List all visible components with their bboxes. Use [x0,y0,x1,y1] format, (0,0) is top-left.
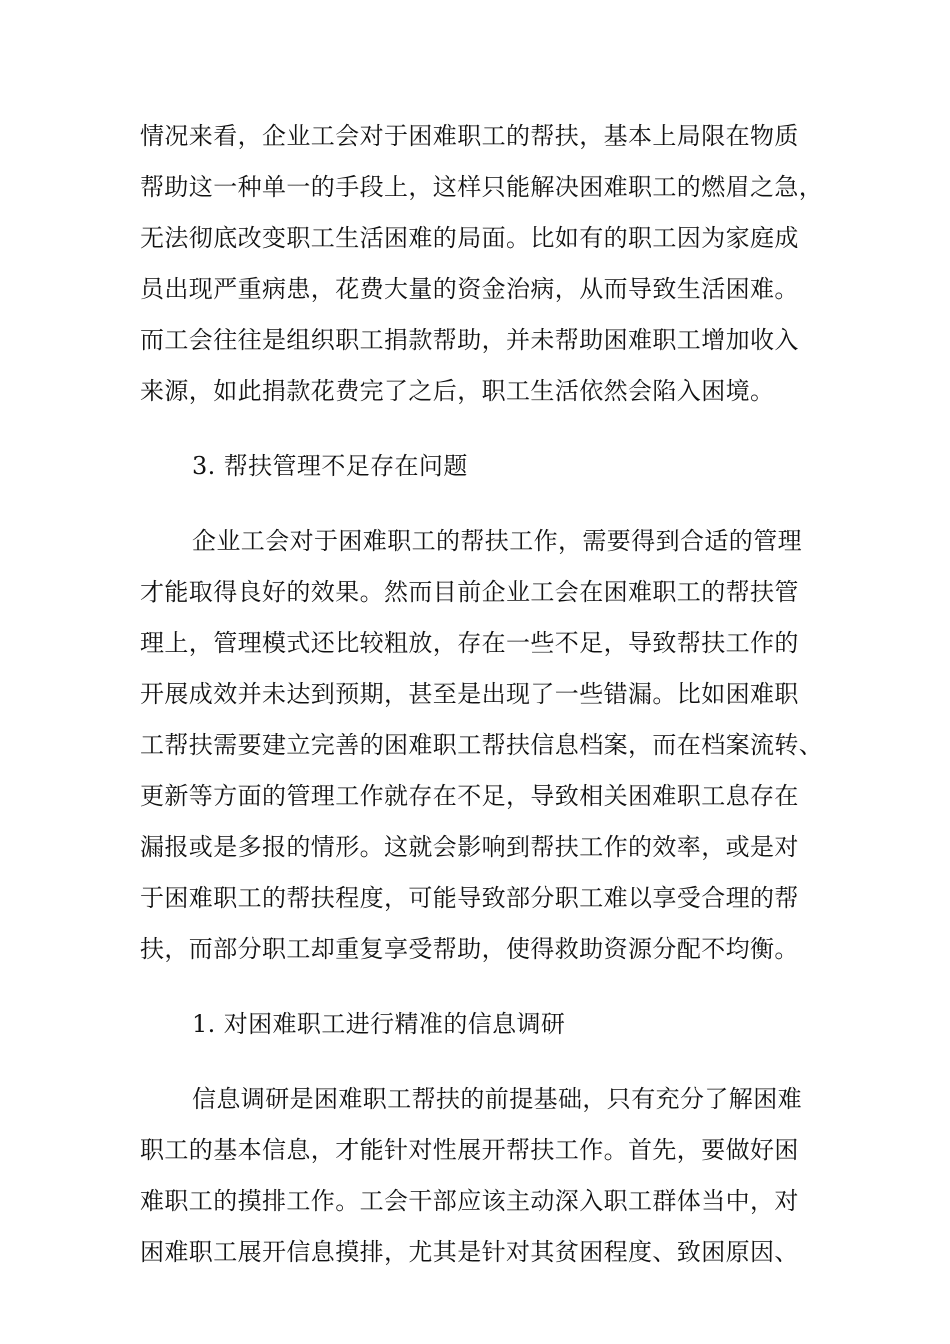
text-line: 企业工会对于困难职工的帮扶工作，需要得到合适的管理 [192,527,802,555]
text-line: 帮助这一种单一的手段上，这样只能解决困难职工的燃眉之急， [140,173,824,201]
text-line: 于困难职工的帮扶程度，可能导致部分职工难以享受合理的帮 [140,884,799,912]
text-line: 职工的基本信息，才能针对性展开帮扶工作。首先，要做好困 [140,1136,799,1164]
text-line: 难职工的摸排工作。工会干部应该主动深入职工群体当中，对 [140,1187,799,1215]
text-line: 工帮扶需要建立完善的困难职工帮扶信息档案，而在档案流转、 [140,731,824,759]
text-line: 而工会往往是组织职工捐款帮助，并未帮助困难职工增加收入 [140,326,799,354]
text-line: 更新等方面的管理工作就存在不足，导致相关困难职工息存在 [140,782,799,810]
text-line: 信息调研是困难职工帮扶的前提基础，只有充分了解困难 [192,1085,802,1113]
paragraph-information-research [140,1074,840,1278]
paragraph-management-issues [140,516,840,975]
text-line: 情况来看，企业工会对于困难职工的帮扶，基本上局限在物质 [140,122,799,150]
text-line: 开展成效并未达到预期，甚至是出现了一些错漏。比如困难职 [140,680,799,708]
paragraph-previous-continuation [140,111,840,417]
text-line: 来源，如此捐款花费完了之后，职工生活依然会陷入困境。 [140,377,775,405]
text-line: 漏报或是多报的情形。这就会影响到帮扶工作的效率，或是对 [140,833,799,861]
text-line: 才能取得良好的效果。然而目前企业工会在困难职工的帮扶管 [140,578,799,606]
text-line: 扶，而部分职工却重复享受帮助，使得救助资源分配不均衡。 [140,935,799,963]
document-body [140,111,840,1278]
text-line: 困难职工展开信息摸排，尤其是针对其贫困程度、致困原因、 [140,1238,799,1266]
section-heading-management: 3. 帮扶管理不足存在问题 [192,452,468,480]
text-line: 无法彻底改变职工生活困难的局面。比如有的职工因为家庭成 [140,224,799,252]
text-line: 理上，管理模式还比较粗放，存在一些不足，导致帮扶工作的 [140,629,799,657]
text-line: 员出现严重病患，花费大量的资金治病，从而导致生活困难。 [140,275,799,303]
section-heading-research: 1. 对困难职工进行精准的信息调研 [192,1010,566,1038]
